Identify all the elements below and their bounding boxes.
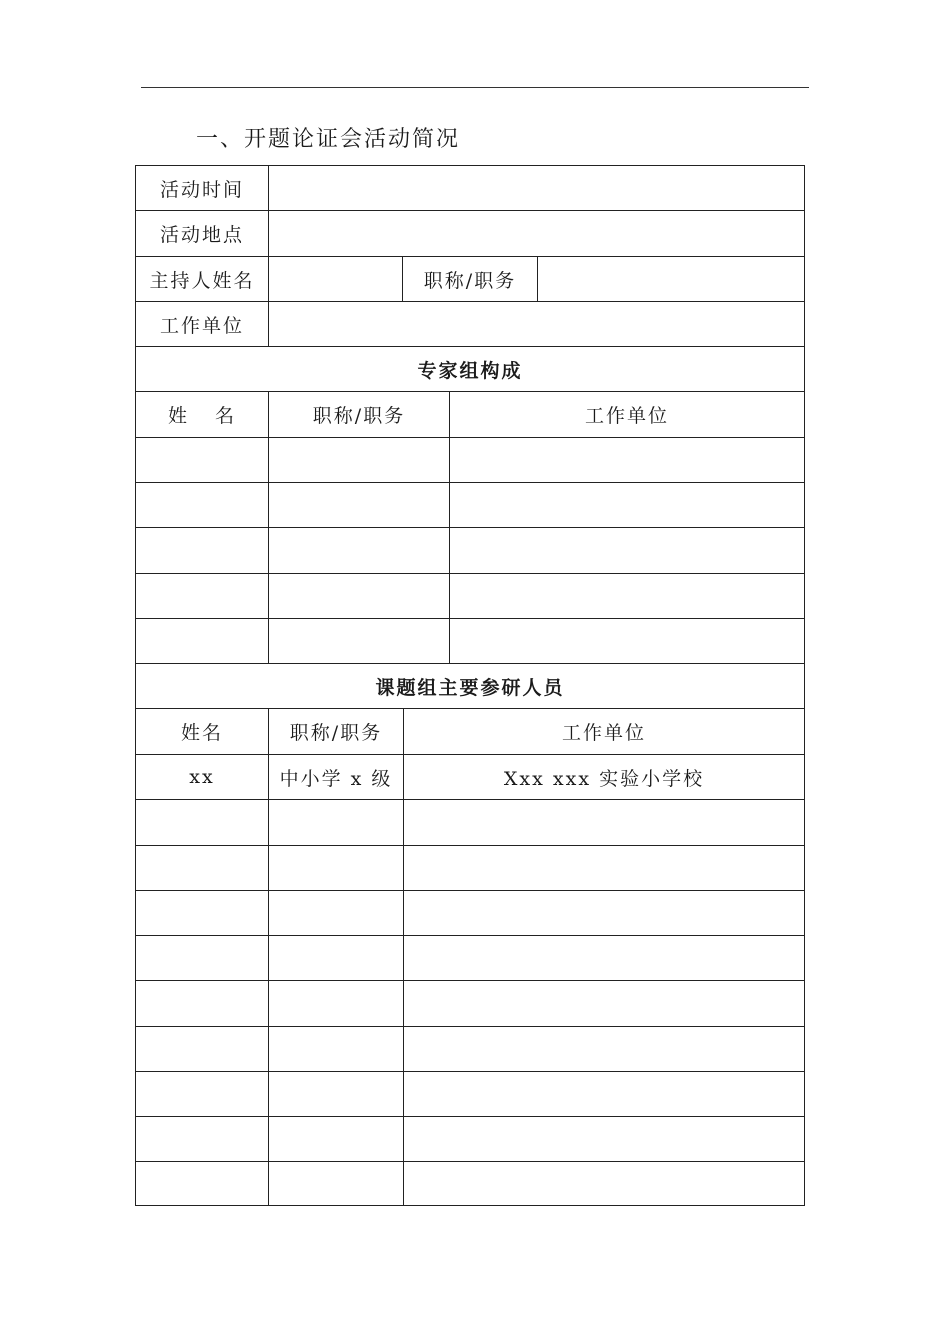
row-divider — [136, 935, 804, 936]
host-title-label: 职称/职务 — [423, 269, 517, 292]
row-divider — [136, 799, 804, 800]
row-divider — [136, 1071, 804, 1072]
header-rule — [141, 87, 809, 88]
row-divider — [136, 482, 804, 483]
unit-field[interactable] — [269, 302, 804, 346]
members-col-unit: 工作单位 — [561, 722, 646, 744]
row-divider — [136, 527, 804, 528]
members-section-title: 课题组主要参研人员 — [375, 676, 565, 699]
member-unit: Xxx xxx 实验小学校 — [503, 767, 705, 790]
experts-col-name — [136, 392, 268, 437]
time-label: 活动时间 — [159, 178, 244, 201]
row-divider — [136, 845, 804, 846]
member-name: xx — [189, 766, 215, 788]
row-divider — [136, 1026, 804, 1027]
members-col-name: 姓名 — [180, 722, 223, 744]
host-name-field[interactable] — [269, 257, 402, 301]
row-divider — [136, 437, 804, 438]
row-divider — [136, 573, 804, 574]
experts-col-title: 职称/职务 — [312, 405, 406, 427]
member-title: 中小学 x 级 — [279, 767, 393, 790]
unit-label: 工作单位 — [159, 314, 244, 337]
activity-table — [135, 165, 805, 1206]
experts-section-title: 专家组构成 — [417, 359, 523, 382]
section-heading: 一、开题论证会活动简况 — [196, 127, 461, 152]
host-title-field[interactable] — [538, 257, 804, 301]
row-divider — [136, 1116, 804, 1117]
row-divider — [136, 618, 804, 619]
place-label: 活动地点 — [159, 224, 244, 246]
place-field[interactable] — [269, 211, 804, 256]
host-label: 主持人姓名 — [149, 269, 255, 292]
members-col-title: 职称/职务 — [289, 722, 383, 744]
experts-col-unit: 工作单位 — [584, 405, 669, 427]
row-divider — [136, 980, 804, 981]
row-divider — [136, 890, 804, 891]
row-divider — [136, 1161, 804, 1162]
experts-col-name-char1: 姓 — [167, 405, 189, 427]
experts-col-name-char2: 名 — [215, 405, 237, 427]
time-field[interactable] — [269, 166, 804, 210]
